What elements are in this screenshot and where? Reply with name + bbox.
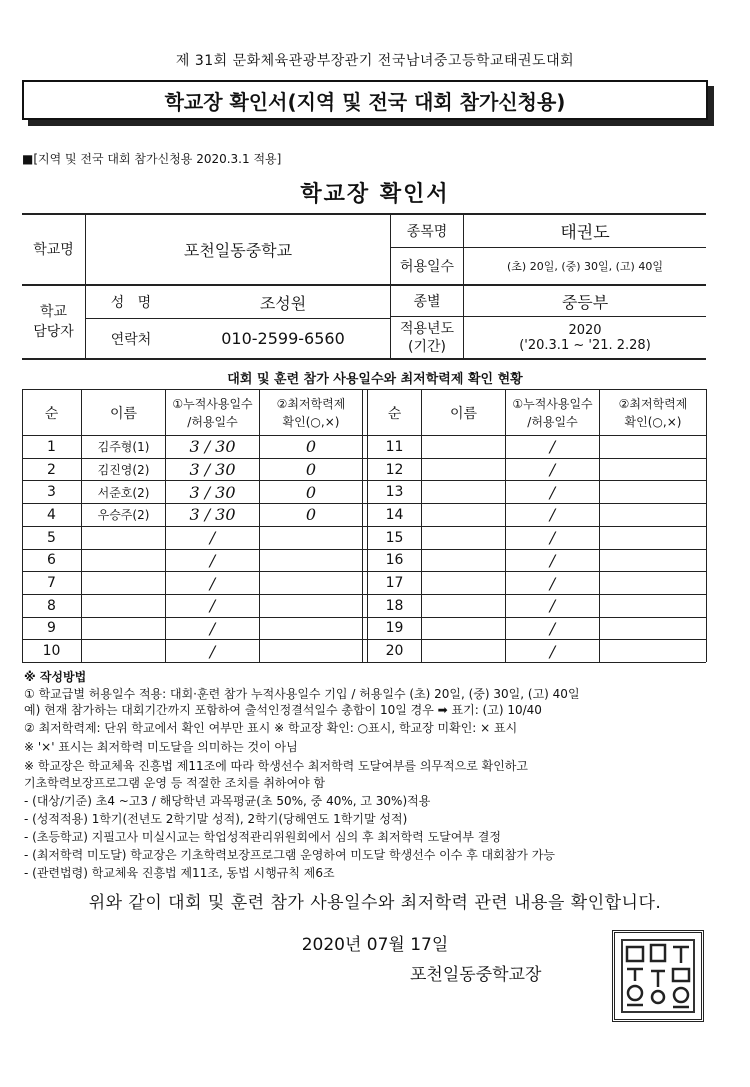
- row-no: 10: [42, 643, 61, 660]
- seal-glyphs-icon: [615, 933, 701, 1019]
- row-no-right: 13: [385, 484, 404, 501]
- row-days: /: [209, 641, 216, 661]
- instruction-line: 기초학력보장프로그램 운영 등 적절한 조치를 취하여야 함: [24, 776, 326, 790]
- instruction-line: ※ 학교장은 학교체육 진흥법 제11조에 따라 학생선수 최저학력 도달여부를 의무적으로 확인하고: [24, 759, 528, 773]
- row-no: 7: [47, 575, 56, 592]
- row-no: 2: [47, 461, 56, 478]
- row-days-right: /: [549, 482, 556, 502]
- row-days-right: /: [549, 641, 556, 661]
- row-name: [82, 595, 165, 617]
- row-no-right: 12: [385, 461, 404, 478]
- row-academic: 0: [305, 437, 317, 457]
- row-academic: [260, 550, 362, 572]
- header-days: ①누적사용일수 /허용일수: [172, 396, 253, 429]
- contact-label: 연락처: [110, 331, 152, 348]
- row-no: 3: [47, 484, 56, 501]
- year-value: 2020: [568, 322, 602, 338]
- instruction-line: ※ 작성방법: [24, 670, 87, 684]
- header-name: 이름: [109, 405, 138, 422]
- confirm-text: 위와 같이 대회 및 훈련 참가 사용일수와 최저학력 관련 내용을 확인합니다.: [88, 893, 662, 913]
- row-days: /: [209, 550, 216, 570]
- instruction-line: - (대상/기준) 초4 ~고3 / 해당학년 과목평균(초 50%, 중 40%, 고 30%)적용: [24, 794, 431, 808]
- allowed-days-value: (초) 20일, (중) 30일, (고) 40일: [507, 260, 663, 273]
- row-days: /: [209, 618, 216, 638]
- row-no: 8: [47, 597, 56, 614]
- instruction-line: ※ '×' 표시는 최저학력 미도달을 의미하는 것이 아님: [24, 740, 298, 754]
- row-no-right: 16: [385, 552, 404, 569]
- row-no: 4: [47, 506, 56, 523]
- year-label: 적용년도 (기간): [399, 320, 455, 355]
- period-value: ('20.3.1 ~ '21. 2.28): [519, 337, 651, 353]
- header-no-right: 순: [387, 405, 402, 422]
- sport-value: 태권도: [560, 223, 610, 243]
- row-name-right: [422, 504, 505, 526]
- row-no-right: 19: [385, 620, 404, 637]
- instruction-line: - (초등학교) 지필고사 미실시교는 학업성적관리위원회에서 심의 후 최저학력 도달여부 결정: [24, 830, 501, 844]
- header-academic: ②최저학력제 확인(○,×): [276, 396, 346, 429]
- main-title: 학교장 확인서: [300, 182, 450, 207]
- banner-title: 학교장 확인서(지역 및 전국 대회 참가신청용): [22, 80, 708, 120]
- row-days-right: /: [549, 618, 556, 638]
- row-academic: [260, 527, 362, 549]
- sport-label: 종목명: [406, 223, 448, 240]
- name-label: 성 명: [110, 295, 152, 311]
- row-no: 6: [47, 552, 56, 569]
- row-no-right: 17: [385, 575, 404, 592]
- row-academic-right: [600, 595, 706, 617]
- row-days-right: /: [549, 460, 556, 480]
- row-days: 3 / 30: [189, 460, 236, 480]
- section-title: 대회 및 훈련 참가 사용일수와 최저학력제 확인 현황: [227, 372, 523, 387]
- row-academic: [260, 595, 362, 617]
- row-name: 우승주(2): [97, 508, 150, 523]
- row-name: [82, 527, 165, 549]
- row-academic-right: [600, 618, 706, 640]
- header-days-right: ①누적사용일수 /허용일수: [512, 396, 593, 429]
- row-no-right: 18: [385, 597, 404, 614]
- row-name-right: [422, 572, 505, 594]
- header-academic-right: ②최저학력제 확인(○,×): [618, 396, 688, 429]
- year-cell: [464, 317, 706, 358]
- row-name: 서준호(2): [97, 485, 150, 500]
- row-name-right: [422, 459, 505, 481]
- row-days-right: /: [549, 550, 556, 570]
- school-label: 학교명: [33, 242, 74, 258]
- row-name: [82, 550, 165, 572]
- row-name: [82, 640, 165, 662]
- row-name: 김주형(1): [97, 440, 150, 455]
- row-name-right: [422, 595, 505, 617]
- row-name-right: [422, 527, 505, 549]
- category-label: 종별: [413, 294, 441, 310]
- header-name-right: 이름: [449, 405, 478, 422]
- school-seal: [612, 930, 704, 1022]
- school-name: 포천일동중학교: [183, 240, 293, 260]
- row-name: [82, 618, 165, 640]
- instruction-line: - (최저학력 미도달) 학교장은 기초학력보장프로그램 운영하여 미도달 학생선수 이수 후 대회참가 가능: [24, 848, 555, 862]
- row-no-right: 20: [385, 643, 404, 660]
- row-days: /: [209, 528, 216, 548]
- row-academic: [260, 640, 362, 662]
- row-academic: 0: [305, 482, 317, 502]
- allowed-days-label: 허용일수: [399, 259, 455, 275]
- row-days: /: [209, 596, 216, 616]
- row-days: 3 / 30: [189, 437, 236, 457]
- row-academic: 0: [305, 505, 317, 525]
- contact-value: 010-2599-6560: [221, 329, 345, 348]
- row-academic-right: [600, 640, 706, 662]
- header-no: 순: [44, 405, 59, 422]
- row-academic-right: [600, 459, 706, 481]
- row-name: [82, 572, 165, 594]
- row-no-right: 14: [385, 506, 404, 523]
- row-academic-right: [600, 504, 706, 526]
- row-days: 3 / 30: [189, 505, 236, 525]
- row-name-right: [422, 550, 505, 572]
- name-value: 조성원: [259, 293, 307, 313]
- instruction-line: ② 최저학력제: 단위 학교에서 확인 여부만 표시 ※ 학교장 확인: ○표시, 학교장 미확인: × 표시: [24, 721, 518, 735]
- row-days-right: /: [549, 437, 556, 457]
- document-note: ■[지역 및 전국 대회 참가신청용 2020.3.1 적용]: [22, 152, 282, 166]
- row-academic-right: [600, 572, 706, 594]
- instruction-line: ① 학교급별 허용일수 적용: 대회·훈련 참가 누적사용일수 기입 / 허용일수 (초) 20일, (중) 30일, (고) 40일: [24, 687, 580, 701]
- row-no-right: 15: [385, 529, 404, 546]
- row-academic: [260, 572, 362, 594]
- row-academic-right: [600, 436, 706, 458]
- row-name-right: [422, 436, 505, 458]
- row-name: 김진영(2): [97, 463, 150, 478]
- row-name-right: [422, 618, 505, 640]
- row-days-right: /: [549, 596, 556, 616]
- row-no: 1: [47, 438, 56, 455]
- category-value: 중등부: [561, 292, 609, 312]
- manager-label: 학교 담당자: [33, 304, 74, 340]
- row-academic: [260, 618, 362, 640]
- row-name-right: [422, 640, 505, 662]
- row-academic-right: [600, 527, 706, 549]
- instruction-line: 예) 현재 참가하는 대회기간까지 포함하여 출석인정결석일수 총합이 10일 경우 ➡ 표기: (고) 10/40: [24, 703, 542, 717]
- row-no: 9: [47, 620, 56, 637]
- row-days: 3 / 30: [189, 482, 236, 502]
- row-days-right: /: [549, 528, 556, 548]
- event-title: 제 31회 문화체육관광부장관기 전국남녀중고등학교태권도대회: [175, 53, 575, 69]
- instruction-line: - (성적적용) 1학기(전년도 2학기말 성적), 2학기(당해연도 1학기말 성적): [24, 812, 408, 826]
- instruction-line: - (관련법령) 학교체육 진흥법 제11조, 동법 시행규칙 제6조: [24, 866, 335, 880]
- row-no: 5: [47, 529, 56, 546]
- signed-date: 2020년 07월 17일: [301, 935, 449, 955]
- row-name-right: [422, 481, 505, 503]
- row-days-right: /: [549, 505, 556, 525]
- row-academic-right: [600, 550, 706, 572]
- row-no-right: 11: [385, 438, 404, 455]
- row-days: /: [209, 573, 216, 593]
- row-academic-right: [600, 481, 706, 503]
- row-academic: 0: [305, 460, 317, 480]
- row-days-right: /: [549, 573, 556, 593]
- signer-name: 포천일동중학교장: [410, 965, 542, 985]
